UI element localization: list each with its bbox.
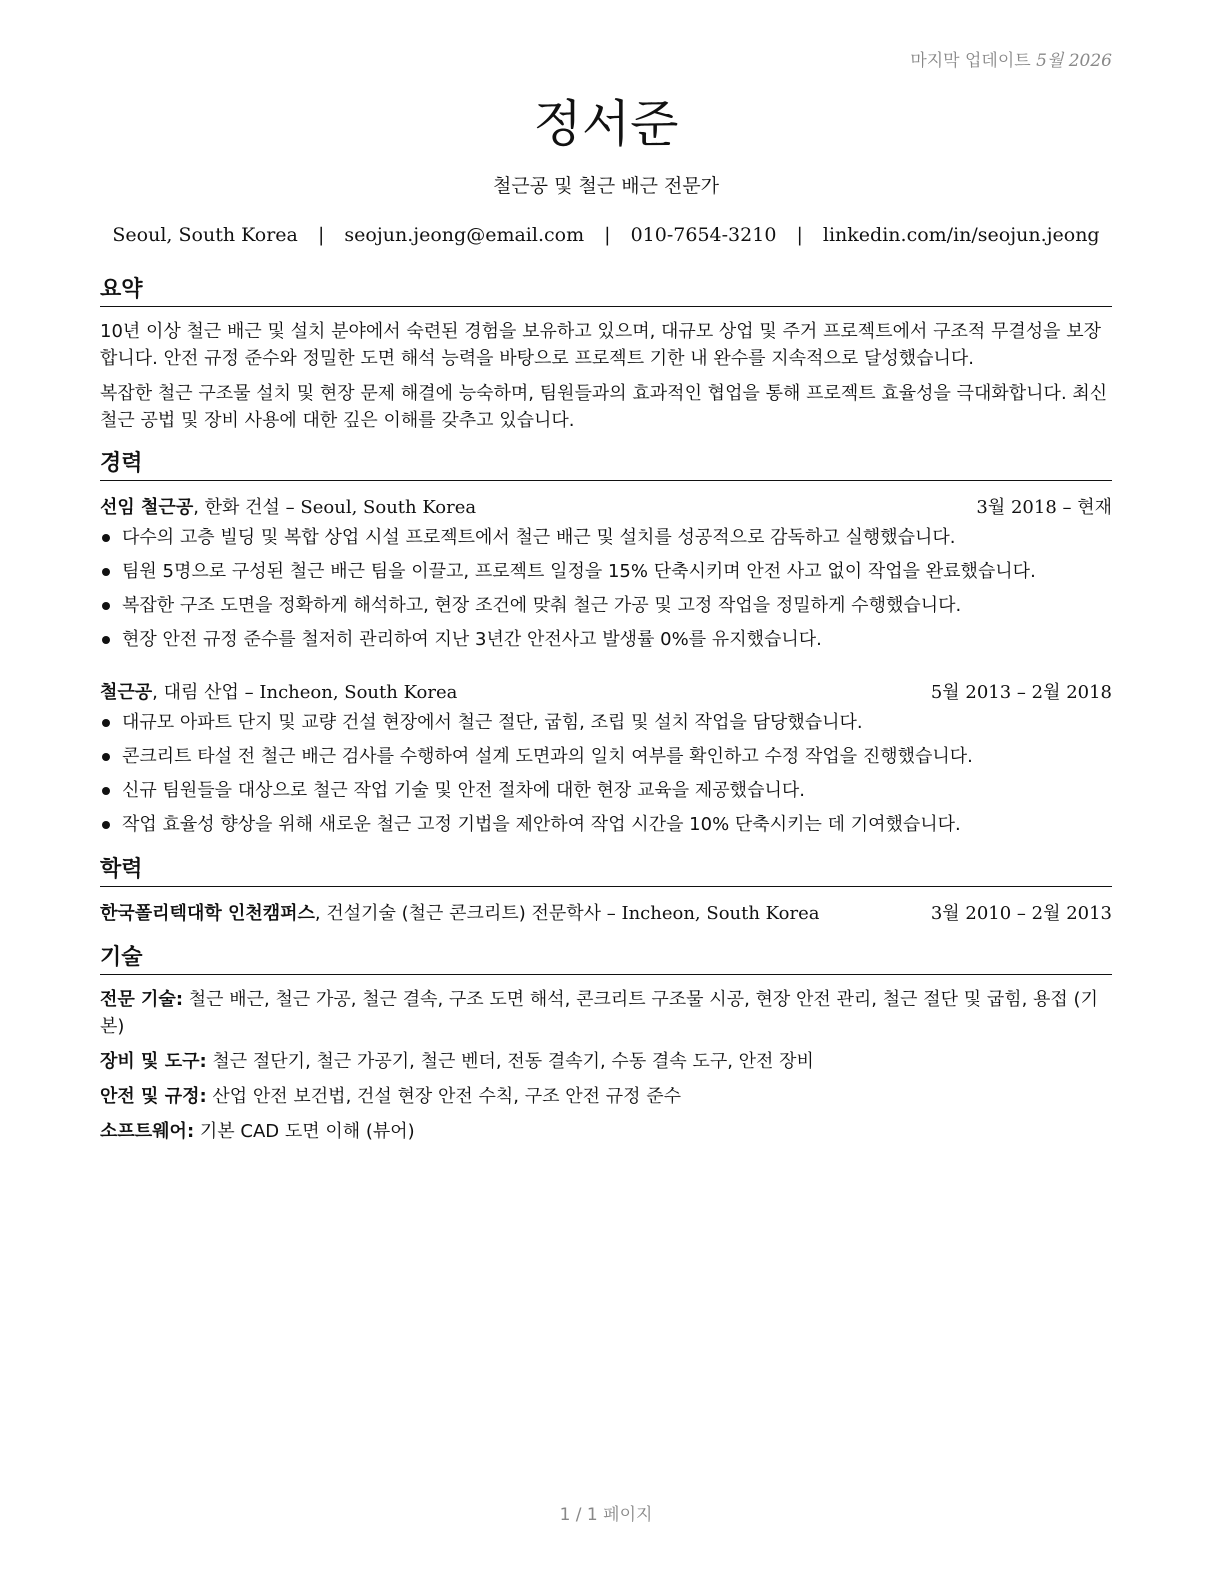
bullet-dot-icon bbox=[102, 753, 110, 761]
contact-separator: | bbox=[604, 224, 611, 246]
skills-section bbox=[100, 986, 1112, 1153]
section-title-summary: 요약 bbox=[100, 276, 1112, 307]
skill-row bbox=[100, 986, 1112, 1040]
last-updated-date: 5월 2026 bbox=[1036, 51, 1112, 71]
summary-paragraph: 10년 이상 철근 배근 및 설치 분야에서 숙련된 경험을 보유하고 있으며, 대규모 상업 및 주거 프로젝트에서 구조적 무결성을 보장합니다. 안전 규정 준수와 정밀한 도면 해석 능력을 바탕으로 프로젝트 기한 내 완수를 지속적으로 달성했습니다. bbox=[100, 321, 1102, 369]
job-bullet: 다수의 고층 빌딩 및 복합 상업 시설 프로젝트에서 철근 배근 및 설치를 성공적으로 감독하고 실행했습니다. bbox=[100, 521, 1112, 555]
job-bullet: 대규모 아파트 단지 및 교량 건설 현장에서 철근 절단, 굽힘, 조립 및 설치 작업을 담당했습니다. bbox=[100, 706, 1112, 740]
job-bullet: 팀원 5명으로 구성된 철근 배근 팀을 이끌고, 프로젝트 일정을 15% 단축시키며 안전 사고 없이 작업을 완료했습니다. bbox=[100, 555, 1112, 589]
contact-linkedin[interactable]: linkedin.com/in/seojun.jeong bbox=[822, 224, 1100, 246]
job-bullets bbox=[100, 706, 1112, 842]
bullet-dot-icon bbox=[102, 602, 110, 610]
last-updated-label: 마지막 업데이트 bbox=[910, 51, 1031, 71]
job-title: 철근공 bbox=[100, 682, 153, 703]
bullet-dot-icon bbox=[102, 821, 110, 829]
bullet-dot-icon bbox=[102, 636, 110, 644]
contact-email[interactable]: seojun.jeong@email.com bbox=[344, 224, 585, 246]
skill-value: 철근 배근, 철근 가공, 철근 결속, 구조 도면 해석, 콘크리트 구조물 시공, 현장 안전 관리, 철근 절단 및 굽힘, 용접 (기본) bbox=[100, 989, 1098, 1037]
bullet-dot-icon bbox=[102, 719, 110, 727]
skill-label: 장비 및 도구: bbox=[100, 1051, 207, 1072]
job-bullet: 현장 안전 규정 준수를 철저히 관리하여 지난 3년간 안전사고 발생률 0%를 유지했습니다. bbox=[100, 623, 1112, 657]
job-header: 선임 철근공, 한화 건설 – Seoul, South Korea 3월 2018 – 현재 bbox=[100, 495, 1112, 521]
education-location: Incheon, South Korea bbox=[621, 903, 820, 924]
summary-section bbox=[100, 318, 1112, 442]
job-header: 철근공, 대림 산업 – Incheon, South Korea 5월 2013 – 2월 2018 bbox=[100, 680, 1112, 706]
skill-row bbox=[100, 1083, 1112, 1110]
page-indicator: 1 / 1 페이지 bbox=[559, 1505, 653, 1525]
job-dates: 5월 2013 – 2월 2018 bbox=[930, 682, 1112, 703]
job-bullet: 작업 효율성 향상을 위해 새로운 철근 고정 기법을 제안하여 작업 시간을 10% 단축시키는 데 기여했습니다. bbox=[100, 808, 1112, 842]
job-bullet: 복잡한 구조 도면을 정확하게 해석하고, 현장 조건에 맞춰 철근 가공 및 고정 작업을 정밀하게 수행했습니다. bbox=[100, 589, 1112, 623]
section-title-education: 학력 bbox=[100, 856, 1112, 887]
job-location: Incheon, South Korea bbox=[259, 682, 458, 703]
job-dates: 3월 2018 – 현재 bbox=[976, 497, 1112, 518]
education-entry: 한국폴리텍대학 인천캠퍼스, 건설기술 (철근 콘크리트) 전문학사 – Incheon, South Korea 3월 2010 – 2월 2013 bbox=[100, 901, 1112, 927]
contact-location: Seoul, South Korea bbox=[112, 224, 298, 246]
skill-label: 전문 기술: bbox=[100, 989, 184, 1010]
skill-row bbox=[100, 1118, 1112, 1145]
contact-separator: | bbox=[796, 224, 803, 246]
job-title: 선임 철근공 bbox=[100, 497, 194, 518]
skill-value: 기본 CAD 도면 이해 (뷰어) bbox=[199, 1121, 415, 1142]
contact-phone[interactable]: 010-7654-3210 bbox=[630, 224, 777, 246]
section-title-skills: 기술 bbox=[100, 944, 1112, 975]
bullet-dot-icon bbox=[102, 568, 110, 576]
education-degree: 건설기술 (철근 콘크리트) 전문학사 bbox=[326, 903, 602, 924]
candidate-headline: 철근공 및 철근 배근 전문가 bbox=[492, 175, 720, 197]
skill-row bbox=[100, 1048, 1112, 1075]
section-title-experience: 경력 bbox=[100, 450, 1112, 481]
education-dates: 3월 2010 – 2월 2013 bbox=[930, 903, 1112, 924]
job-bullet: 신규 팀원들을 대상으로 철근 작업 기술 및 안전 절차에 대한 현장 교육을 제공했습니다. bbox=[100, 774, 1112, 808]
contact-separator: | bbox=[317, 224, 325, 246]
bullet-dot-icon bbox=[102, 534, 110, 542]
bullet-dot-icon bbox=[102, 787, 110, 795]
skill-label: 소프트웨어: bbox=[100, 1121, 195, 1142]
job-bullet: 콘크리트 타설 전 철근 배근 검사를 수행하여 설계 도면과의 일치 여부를 확인하고 수정 작업을 진행했습니다. bbox=[100, 740, 1112, 774]
last-updated bbox=[910, 46, 1112, 71]
job-location: Seoul, South Korea bbox=[300, 497, 477, 518]
education-school: 한국폴리텍대학 인천캠퍼스 bbox=[100, 903, 315, 924]
skill-value: 철근 절단기, 철근 가공기, 철근 벤더, 전동 결속기, 수동 결속 도구, 안전 장비 bbox=[212, 1051, 814, 1072]
summary-paragraph: 복잡한 철근 구조물 설치 및 현장 문제 해결에 능숙하며, 팀원들과의 효과적인 협업을 통해 프로젝트 효율성을 극대화합니다. 최신 철근 공법 및 장비 사용에 대한 깊은 이해를 갖추고 있습니다. bbox=[100, 383, 1108, 431]
candidate-name: 정서준 bbox=[533, 95, 679, 153]
contact-line bbox=[100, 224, 1112, 246]
resume-page bbox=[100, 0, 1112, 1584]
skill-label: 안전 및 규정: bbox=[100, 1086, 207, 1107]
job-bullets bbox=[100, 521, 1112, 657]
skill-value: 산업 안전 보건법, 건설 현장 안전 수칙, 구조 안전 규정 준수 bbox=[212, 1086, 681, 1107]
job-company: 대림 산업 bbox=[163, 682, 239, 703]
job-company: 한화 건설 bbox=[204, 497, 280, 518]
